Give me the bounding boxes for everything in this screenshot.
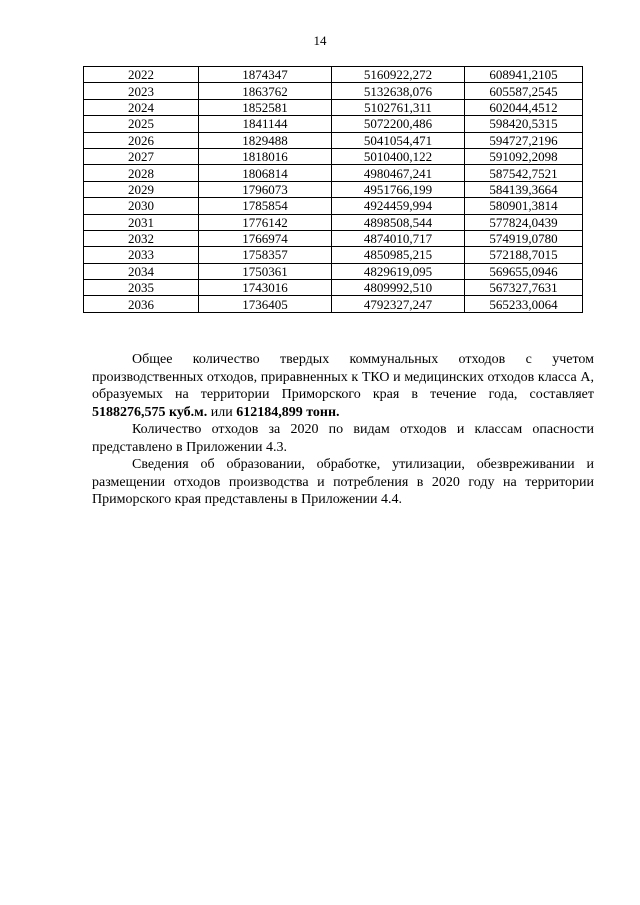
table-cell: 1776142 [199, 214, 332, 230]
table-row [84, 165, 583, 181]
table-body [84, 67, 583, 313]
table-cell: 587542,7521 [465, 165, 583, 181]
table-row [84, 230, 583, 246]
table-cell: 5010400,122 [332, 148, 465, 164]
table-cell: 2028 [84, 165, 199, 181]
table-cell: 4874010,717 [332, 230, 465, 246]
table-cell: 2033 [84, 247, 199, 263]
total-volume-value: 5188276,575 куб.м. [92, 404, 208, 420]
table-cell: 5102761,311 [332, 99, 465, 115]
table-cell: 1852581 [199, 99, 332, 115]
table-cell: 567327,7631 [465, 280, 583, 296]
table-cell: 591092,2098 [465, 148, 583, 164]
table-cell: 4850985,215 [332, 247, 465, 263]
table-cell: 1766974 [199, 230, 332, 246]
table-cell: 4924459,994 [332, 198, 465, 214]
table-cell: 2029 [84, 181, 199, 197]
table-cell: 2036 [84, 296, 199, 312]
paragraph-total [92, 351, 594, 421]
table-row [84, 263, 583, 279]
table-cell: 608941,2105 [465, 67, 583, 83]
table-cell: 584139,3664 [465, 181, 583, 197]
table-cell: 1796073 [199, 181, 332, 197]
table-cell: 1758357 [199, 247, 332, 263]
table-cell: 4898508,544 [332, 214, 465, 230]
body-text [92, 351, 594, 509]
table-cell: 580901,3814 [465, 198, 583, 214]
table-cell: 602044,4512 [465, 99, 583, 115]
page-number: 14 [313, 33, 327, 48]
total-mass-value: 612184,899 тонн. [236, 404, 340, 420]
table-cell: 577824,0439 [465, 214, 583, 230]
table-cell: 4792327,247 [332, 296, 465, 312]
table-cell: 2025 [84, 116, 199, 132]
table-row [84, 148, 583, 164]
table-cell: 1874347 [199, 67, 332, 83]
table-cell: 4829619,095 [332, 263, 465, 279]
table-cell: 1818016 [199, 148, 332, 164]
table-cell: 5132638,076 [332, 83, 465, 99]
table-cell: 569655,0946 [465, 263, 583, 279]
table-cell: 2034 [84, 263, 199, 279]
table-cell: 2031 [84, 214, 199, 230]
paragraph-appendix-4-4: Сведения об образовании, обработке, утилизации, обезвреживании и размещении отходов производства и потребления в 2020 году на территории Приморского края представлены в Приложении 4.4. [92, 457, 594, 507]
table-cell: 1736405 [199, 296, 332, 312]
data-table [83, 66, 583, 313]
table-row [84, 132, 583, 148]
table-cell: 572188,7015 [465, 247, 583, 263]
table-cell: 2024 [84, 99, 199, 115]
table-cell: 1829488 [199, 132, 332, 148]
table-row [84, 181, 583, 197]
table-row [84, 116, 583, 132]
table-cell: 5160922,272 [332, 67, 465, 83]
table-cell: 574919,0780 [465, 230, 583, 246]
paragraph-total-text: Общее количество твердых коммунальных отходов с учетом производственных отходов, приравненных к ТКО и медицинских отходов класса А, образуемых на территории Приморского края в течение года, составляет [92, 352, 594, 402]
table-row [84, 67, 583, 83]
table-cell: 2032 [84, 230, 199, 246]
table-cell: 2035 [84, 280, 199, 296]
table-cell: 594727,2196 [465, 132, 583, 148]
table-cell: 605587,2545 [465, 83, 583, 99]
table-cell: 1743016 [199, 280, 332, 296]
table-cell: 5041054,471 [332, 132, 465, 148]
table-cell: 2022 [84, 67, 199, 83]
table-cell: 4980467,241 [332, 165, 465, 181]
table-cell: 2030 [84, 198, 199, 214]
table-row [84, 83, 583, 99]
table-cell: 4809992,510 [332, 280, 465, 296]
table-row [84, 198, 583, 214]
table-row [84, 296, 583, 312]
table-cell: 4951766,199 [332, 181, 465, 197]
table-cell: 1785854 [199, 198, 332, 214]
table-cell: 2027 [84, 148, 199, 164]
paragraph-total-or: или [207, 404, 237, 420]
table-cell: 1863762 [199, 83, 332, 99]
paragraph-appendix-4-3: Количество отходов за 2020 по видам отходов и классам опасности представлено в Приложении 4.3. [92, 422, 594, 455]
table-row [84, 280, 583, 296]
table-cell: 2026 [84, 132, 199, 148]
table-row [84, 214, 583, 230]
table-cell: 598420,5315 [465, 116, 583, 132]
table-cell: 5072200,486 [332, 116, 465, 132]
table-cell: 1750361 [199, 263, 332, 279]
table-cell: 1841144 [199, 116, 332, 132]
table-cell: 1806814 [199, 165, 332, 181]
table-row [84, 247, 583, 263]
table-row [84, 99, 583, 115]
table-cell: 565233,0064 [465, 296, 583, 312]
table-cell: 2023 [84, 83, 199, 99]
